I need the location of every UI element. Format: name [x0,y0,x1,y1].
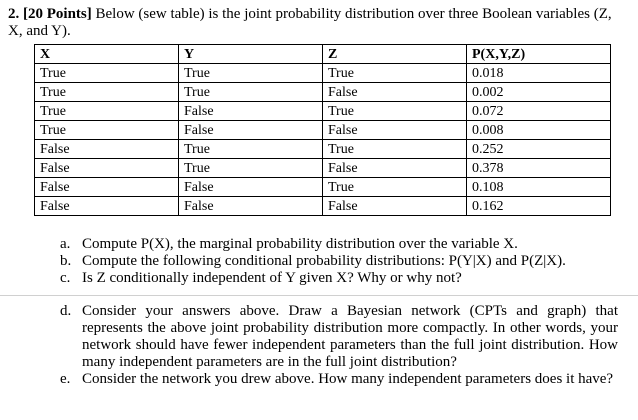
column-header-x: X [35,45,179,64]
cell-probability: 0.162 [467,197,611,216]
column-header-y: Y [179,45,323,64]
cell-y: False [179,102,323,121]
question-intro: Below (sew table) is the joint probability distribution over three Boolean variables (Z, X, and Y). [8,6,612,39]
table-row [35,197,611,216]
subquestion-text: Consider the network you drew above. How many independent parameters does it have? [82,371,614,387]
cell-z: False [323,121,467,140]
subquestion-d [60,303,618,371]
question-header [8,6,618,40]
subquestion-text: Compute P(X), the marginal probability distribution over the variable X. [82,236,518,252]
cell-probability: 0.252 [467,140,611,159]
section-divider [0,295,638,296]
cell-y: False [179,178,323,197]
cell-y: True [179,159,323,178]
subquestion-e [60,371,618,388]
table-header-row [35,45,611,64]
cell-z: True [323,140,467,159]
column-header-z: Z [323,45,467,64]
table-row [35,64,611,83]
cell-z: False [323,159,467,178]
table-row [35,121,611,140]
cell-z: True [323,178,467,197]
cell-y: False [179,197,323,216]
subquestion-c [60,270,620,287]
table-row [35,140,611,159]
table-row [35,178,611,197]
subquestion-list-top [60,236,620,287]
column-header-probability: P(X,Y,Z) [467,45,611,64]
cell-z: False [323,197,467,216]
cell-y: True [179,83,323,102]
cell-y: False [179,121,323,140]
cell-x: False [35,178,179,197]
cell-x: False [35,159,179,178]
subquestion-letter: b. [60,253,72,269]
subquestion-letter: a. [60,236,71,252]
table-row [35,83,611,102]
cell-z: True [323,64,467,83]
joint-probability-table [34,44,611,216]
cell-x: True [35,102,179,121]
cell-probability: 0.018 [467,64,611,83]
cell-x: False [35,140,179,159]
cell-probability: 0.072 [467,102,611,121]
subquestion-text: Compute the following conditional probability distributions: P(Y|X) and P(Z|X). [82,253,566,269]
subquestion-text: Consider your answers above. Draw a Bayesian network (CPTs and graph) that represents the above joint probability distribution more compactly. In other words, your network should have fewer independent parameters than the full joint distribution. How many independent parameters are in the full joint distribution? [82,303,618,370]
cell-y: True [179,64,323,83]
cell-y: True [179,140,323,159]
table-row [35,102,611,121]
cell-z: True [323,102,467,121]
subquestion-b [60,253,620,270]
cell-z: False [323,83,467,102]
subquestion-letter: c. [60,270,71,286]
cell-x: False [35,197,179,216]
cell-x: True [35,121,179,140]
cell-probability: 0.378 [467,159,611,178]
subquestion-a [60,236,620,253]
cell-x: True [35,64,179,83]
subquestion-letter: e. [60,371,71,387]
table-row [35,159,611,178]
cell-probability: 0.008 [467,121,611,140]
cell-probability: 0.002 [467,83,611,102]
cell-probability: 0.108 [467,178,611,197]
subquestion-text: Is Z conditionally independent of Y given X? Why or why not? [82,270,462,286]
subquestion-letter: d. [60,303,72,319]
subquestion-list-bottom [60,303,618,388]
question-number: 2. [8,6,20,22]
question-points: [20 Points] [23,6,92,22]
cell-x: True [35,83,179,102]
